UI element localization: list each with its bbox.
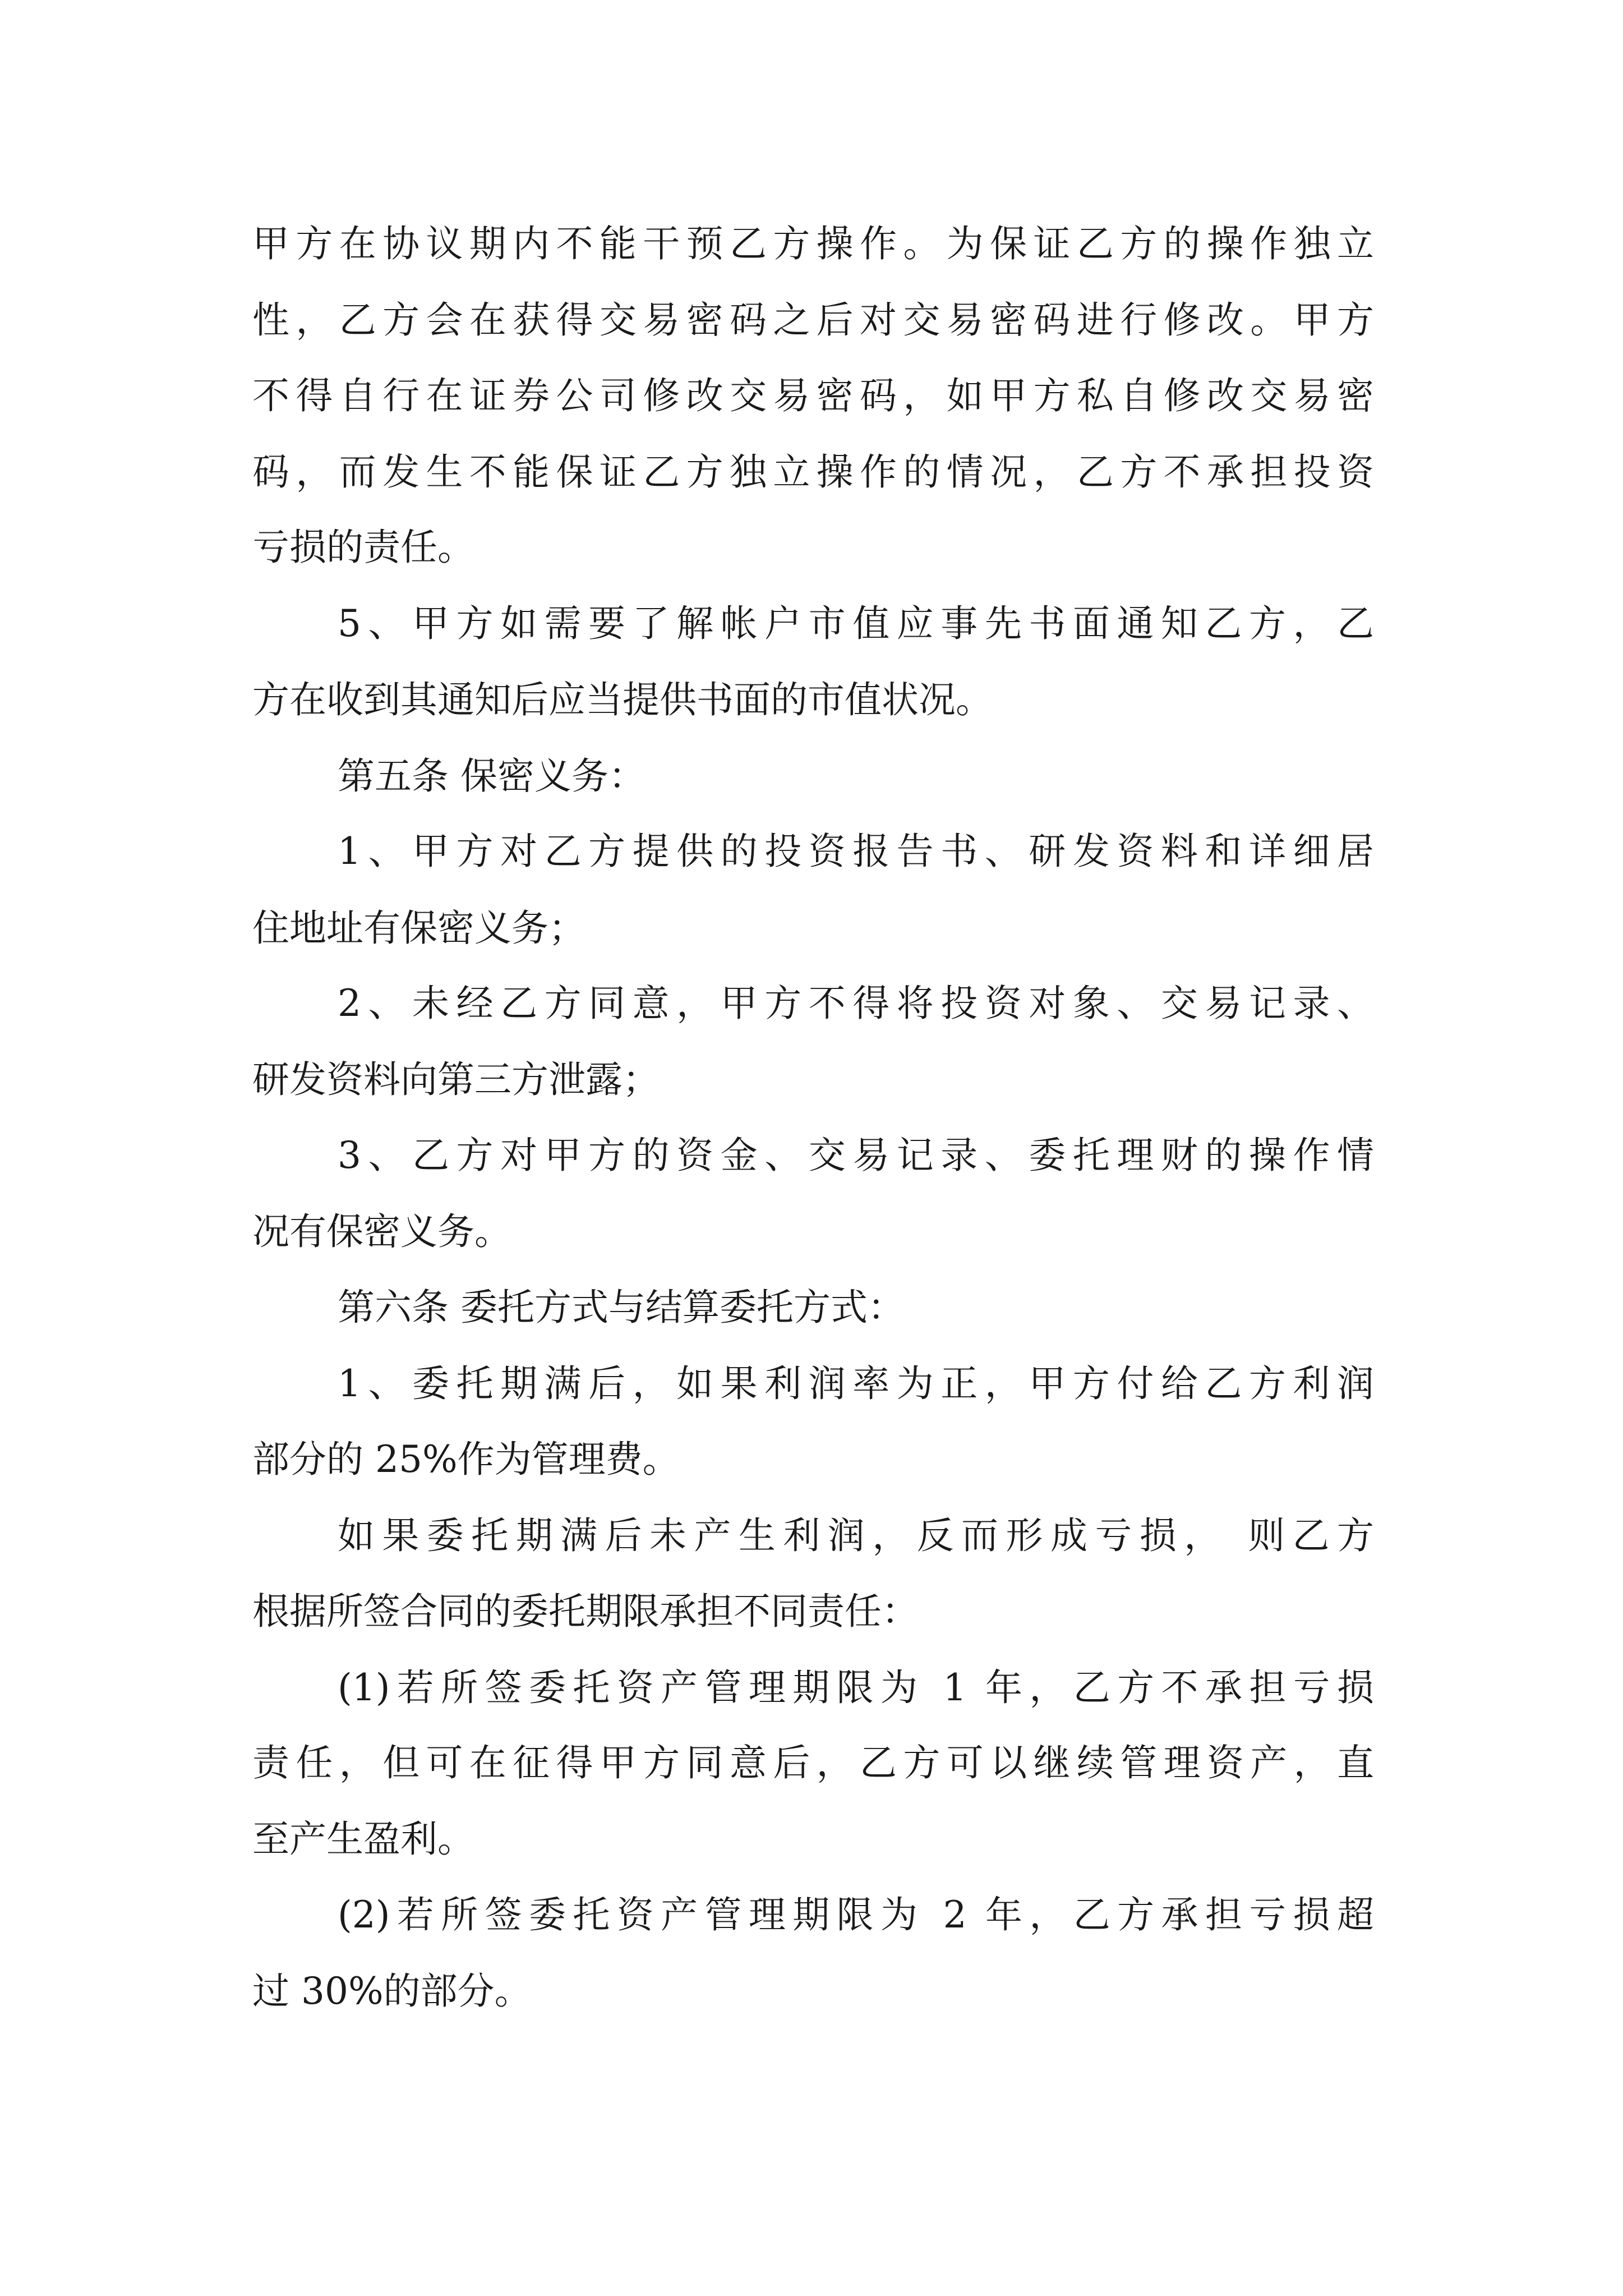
text-line: 2、未经乙方同意，甲方不得将投资对象、交易记录、 [338, 982, 1374, 1025]
text-line: 性，乙方会在获得交易密码之后对交易密码进行修改。甲方 [252, 298, 1374, 342]
text-line: 况有保密义务。 [252, 1210, 511, 1253]
text-line: 至产生盈利。 [252, 1818, 474, 1861]
text-line: 住地址有保密义务； [252, 907, 585, 950]
text-line: 1、委托期满后，如果利润率为正，甲方付给乙方利润 [338, 1362, 1374, 1405]
text-line: 如果委托期满后未产生利润，反而形成亏损， 则乙方 [338, 1514, 1374, 1557]
text-line: 5、甲方如需要了解帐户市值应事先书面通知乙方，乙 [338, 602, 1374, 645]
text-line: 甲方在协议期内不能干预乙方操作。为保证乙方的操作独立 [252, 222, 1374, 265]
text-line: 码，而发生不能保证乙方独立操作的情况，乙方不承担投资 [252, 450, 1374, 494]
text-line: 责任，但可在征得甲方同意后，乙方可以继续管理资产，直 [252, 1741, 1374, 1784]
text-line: 不得自行在证券公司修改交易密码，如甲方私自修改交易密 [252, 374, 1374, 417]
text-line: 亏损的责任。 [252, 526, 474, 569]
section-heading: 第六条 委托方式与结算委托方式： [338, 1286, 905, 1329]
text-line: (2)若所签委托资产管理期限为 2 年，乙方承担亏损超 [338, 1893, 1374, 1936]
text-line: 研发资料向第三方泄露； [252, 1058, 660, 1101]
text-line: 过 30%的部分。 [252, 1970, 532, 2013]
text-line: (1)若所签委托资产管理期限为 1 年，乙方不承担亏损 [338, 1666, 1374, 1709]
section-heading: 第五条 保密义务： [338, 754, 645, 798]
text-line: 1、甲方对乙方提供的投资报告书、研发资料和详细居 [338, 830, 1374, 873]
text-line: 方在收到其通知后应当提供书面的市值状况。 [252, 678, 993, 721]
text-line: 部分的 25%作为管理费。 [252, 1438, 680, 1481]
text-line: 根据所签合同的委托期限承担不同责任： [252, 1590, 919, 1633]
text-line: 3、乙方对甲方的资金、交易记录、委托理财的操作情 [338, 1134, 1374, 1177]
